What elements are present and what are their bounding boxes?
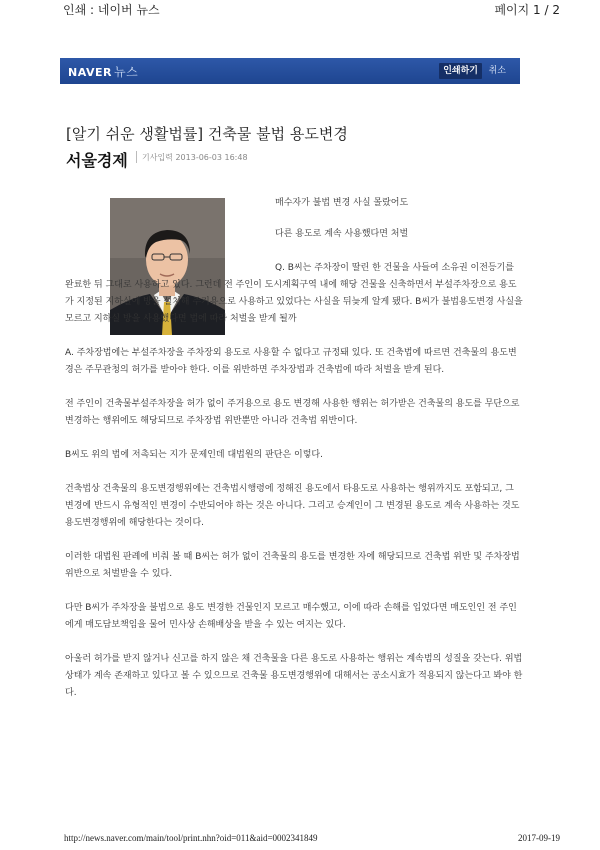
print-footer — [0, 830, 600, 850]
article-paragraph: 다만 B씨가 주차장을 불법으로 용도 변경한 건물인지 모르고 매수했고, 이에 따라 손해를 입었다면 매도인인 전 주인에게 매도담보책임을 물어 민사상 손해배상을 받을 수 있는 여지는 있다. — [65, 603, 517, 630]
print-header — [0, 0, 600, 18]
page-indicator: 페이지 1 / 2 — [494, 3, 560, 17]
article-subtitle: 다른 용도로 계속 사용했다면 처벌 — [275, 229, 409, 239]
meta-divider — [136, 151, 137, 163]
news-section-label: 뉴스 — [113, 65, 139, 79]
article-subtitle: 매수자가 불법 변경 사실 몰랐어도 — [275, 198, 409, 208]
print-button[interactable]: 인쇄하기 — [439, 63, 482, 79]
article-paragraph: 아울러 허가를 받지 않거나 신고를 하지 않은 채 건축물을 다른 용도로 사용하는 행위는 계속범의 성질을 갖는다. 위법 상태가 계속 존재하고 있다고 볼 수 있으므로 건축물 용도변경행위에 대해서는 공소시효가 적용되지 않는다고 봐야 한다. — [65, 654, 523, 698]
naver-logo[interactable] — [68, 63, 138, 80]
print-date: 2017-09-19 — [518, 833, 560, 843]
article-title: [알기 쉬운 생활법률] 건축물 불법 용도변경 — [66, 125, 348, 144]
article-paragraph: B씨도 위의 법에 저촉되는 지가 문제인데 대법원의 판단은 이렇다. — [65, 450, 323, 460]
article-paragraph: 이러한 대법원 판례에 비춰 볼 때 B씨는 허가 없이 건축물의 용도를 변경한 자에 해당되므로 건축법 위반 및 주차장법 위반으로 처벌받을 수 있다. — [65, 552, 520, 579]
print-header-title: 인쇄 : 네이버 뉴스 — [63, 3, 160, 17]
article-body — [65, 195, 525, 719]
source-url: http://news.naver.com/main/tool/print.nhn?oid=011&aid=0002341849 — [64, 833, 318, 843]
naver-news-bar — [60, 58, 520, 84]
newspaper-logo: 서울경제 — [66, 151, 128, 170]
article-paragraph: A. 주차장법에는 부설주차장을 주차장외 용도로 사용할 수 없다고 규정돼 있다. 또 건축법에 따르면 건축물의 용도변경은 주무관청의 허가를 받아야 한다. 이를 위반하면 주차장법과 건축법에 따라 처벌을 받게 된다. — [65, 348, 517, 375]
cancel-button[interactable]: 취소 — [488, 66, 506, 76]
article-paragraph: 전 주인이 건축물부설주차장을 허가 없이 주거용으로 용도 변경해 사용한 행위는 허가받은 건축물의 용도를 무단으로 변경하는 행위에도 해당되므로 주차장법 위반뿐만 아니라 건축법 위반이다. — [65, 399, 520, 426]
naver-logo-text: NAVER — [68, 66, 112, 79]
article-paragraph: 건축법상 건축물의 용도변경행위에는 건축법시행령에 정해진 용도에서 타용도로 사용하는 행위까지도 포함되고, 그 변경에 반드시 유형적인 변경이 수반되어야 하는 것은 아니다. 그리고 승계인이 그 변경된 용도로 계속 사용하는 것도 용도변경행위에 해당한다는 것이다. — [65, 484, 520, 528]
article-timestamp: 기사입력 2013-06-03 16:48 — [142, 153, 248, 162]
article-paragraph: Q. B씨는 주차장이 딸린 한 건물을 사들여 소유권 이전등기를 완료한 뒤 그대로 사용하고 있다. 그런데 전 주인이 도시계획구역 내에 해당 건물을 신축하면서 부설주차장으로 용도가 지정된 지하실에 방을 설치해 주거용으로 사용하고 있었다는 사실을 뒤늦게 알게 됐다. B씨가 불법용도변경 사실을 모르고 지하실 방을 사용했다면 법에 따라 처벌을 받게 될까 — [65, 263, 523, 324]
